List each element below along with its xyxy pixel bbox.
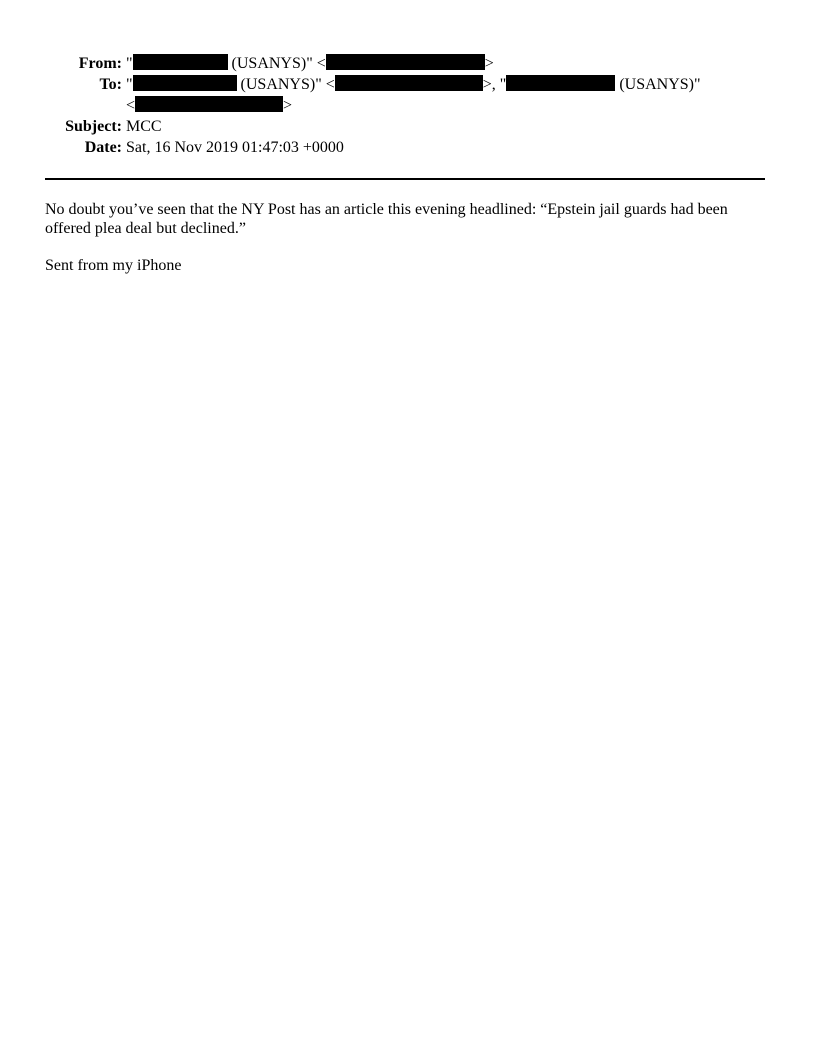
from-org: (USANYS)" < (227, 55, 326, 72)
date-value: Sat, 16 Nov 2019 01:47:03 +0000 (126, 139, 344, 156)
header-divider (45, 178, 765, 180)
email-body (45, 200, 765, 238)
to-line2-open: < (126, 97, 136, 114)
to-line2-close: > (283, 97, 293, 114)
to-label: To: (99, 76, 122, 93)
email-header (46, 53, 701, 158)
email-signature: Sent from my iPhone (45, 257, 182, 274)
to-open-quote: " (126, 76, 133, 93)
redacted-recipient-email-2 (135, 96, 283, 112)
body-paragraph: No doubt you’ve seen that the NY Post has an article this evening headlined: “Epstein jail guards had been offered plea deal but declined.” (45, 201, 728, 237)
from-close: > (484, 55, 494, 72)
to-continuation-row (46, 95, 701, 116)
to-row (46, 74, 701, 95)
subject-label: Subject: (65, 118, 122, 135)
redacted-recipient-email-1 (335, 75, 483, 91)
to-value (126, 74, 701, 95)
redacted-sender-email (326, 54, 485, 70)
from-open-quote: " (126, 55, 133, 72)
to-separator: >, " (482, 76, 507, 93)
redacted-recipient-name-1 (133, 75, 237, 91)
redacted-sender-name (133, 54, 228, 70)
from-value (126, 53, 701, 74)
to-org-1: (USANYS)" < (236, 76, 335, 93)
from-row (46, 53, 701, 74)
redacted-recipient-name-2 (506, 75, 615, 91)
subject-row (46, 116, 701, 137)
subject-value: MCC (126, 118, 162, 135)
date-row (46, 137, 701, 158)
date-label: Date: (84, 139, 122, 156)
to-org-2: (USANYS)" (615, 76, 701, 93)
from-label: From: (78, 55, 122, 72)
to-value-line2 (126, 95, 701, 116)
